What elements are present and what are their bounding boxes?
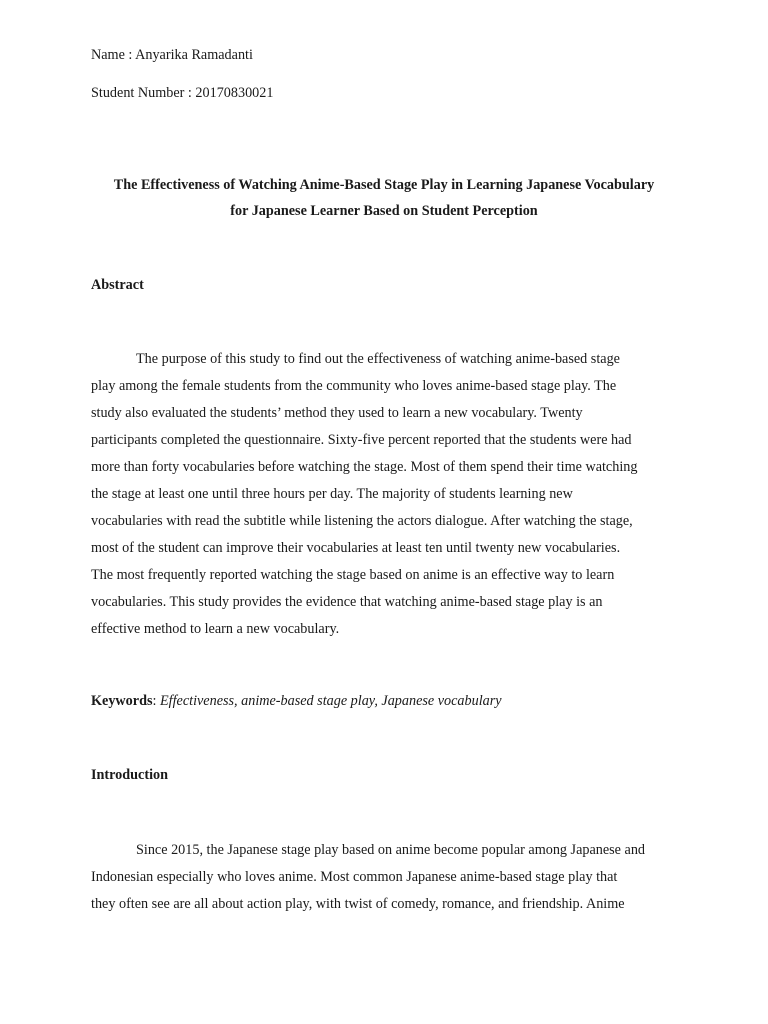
paper-title-line-2: for Japanese Learner Based on Student Perception	[230, 203, 538, 219]
abstract-line: most of the student can improve their vocabularies at least ten until twenty new vocabularies.	[91, 540, 621, 556]
paper-title-line-1: The Effectiveness of Watching Anime-Based Stage Play in Learning Japanese Vocabulary	[113, 177, 655, 193]
keywords-separator: :	[152, 693, 160, 709]
abstract-line: vocabularies. This study provides the evidence that watching anime-based stage play is an	[91, 594, 603, 610]
student-number: Student Number : 20170830021	[91, 85, 274, 101]
abstract-line: play among the female students from the community who loves anime-based stage play. The	[91, 378, 617, 394]
keywords-line	[91, 692, 502, 710]
abstract-line: study also evaluated the students’ method they used to learn a new vocabulary. Twenty	[91, 405, 583, 421]
abstract-line: participants completed the questionnaire. Sixty-five percent reported that the students were had	[91, 432, 632, 448]
keywords-values: Effectiveness, anime-based stage play, Japanese vocabulary	[159, 693, 502, 709]
introduction-line: Since 2015, the Japanese stage play based on anime become popular among Japanese and	[136, 842, 646, 858]
author-name: Name : Anyarika Ramadanti	[91, 47, 253, 63]
abstract-line: The most frequently reported watching the stage based on anime is an effective way to learn	[91, 567, 615, 583]
abstract-line: the stage at least one until three hours per day. The majority of students learning new	[91, 486, 573, 502]
keywords-label: Keywords	[91, 693, 153, 709]
introduction-line: Indonesian especially who loves anime. Most common Japanese anime-based stage play that	[91, 869, 618, 885]
introduction-heading: Introduction	[91, 767, 168, 783]
abstract-line: vocabularies with read the subtitle while listening the actors dialogue. After watching the stage,	[91, 513, 633, 529]
abstract-line: The purpose of this study to find out the effectiveness of watching anime-based stage	[136, 351, 620, 367]
introduction-line: they often see are all about action play, with twist of comedy, romance, and friendship. Anime	[91, 896, 625, 912]
abstract-line: more than forty vocabularies before watching the stage. Most of them spend their time watching	[91, 459, 638, 475]
abstract-heading: Abstract	[91, 277, 144, 293]
abstract-line: effective method to learn a new vocabulary.	[91, 621, 340, 637]
